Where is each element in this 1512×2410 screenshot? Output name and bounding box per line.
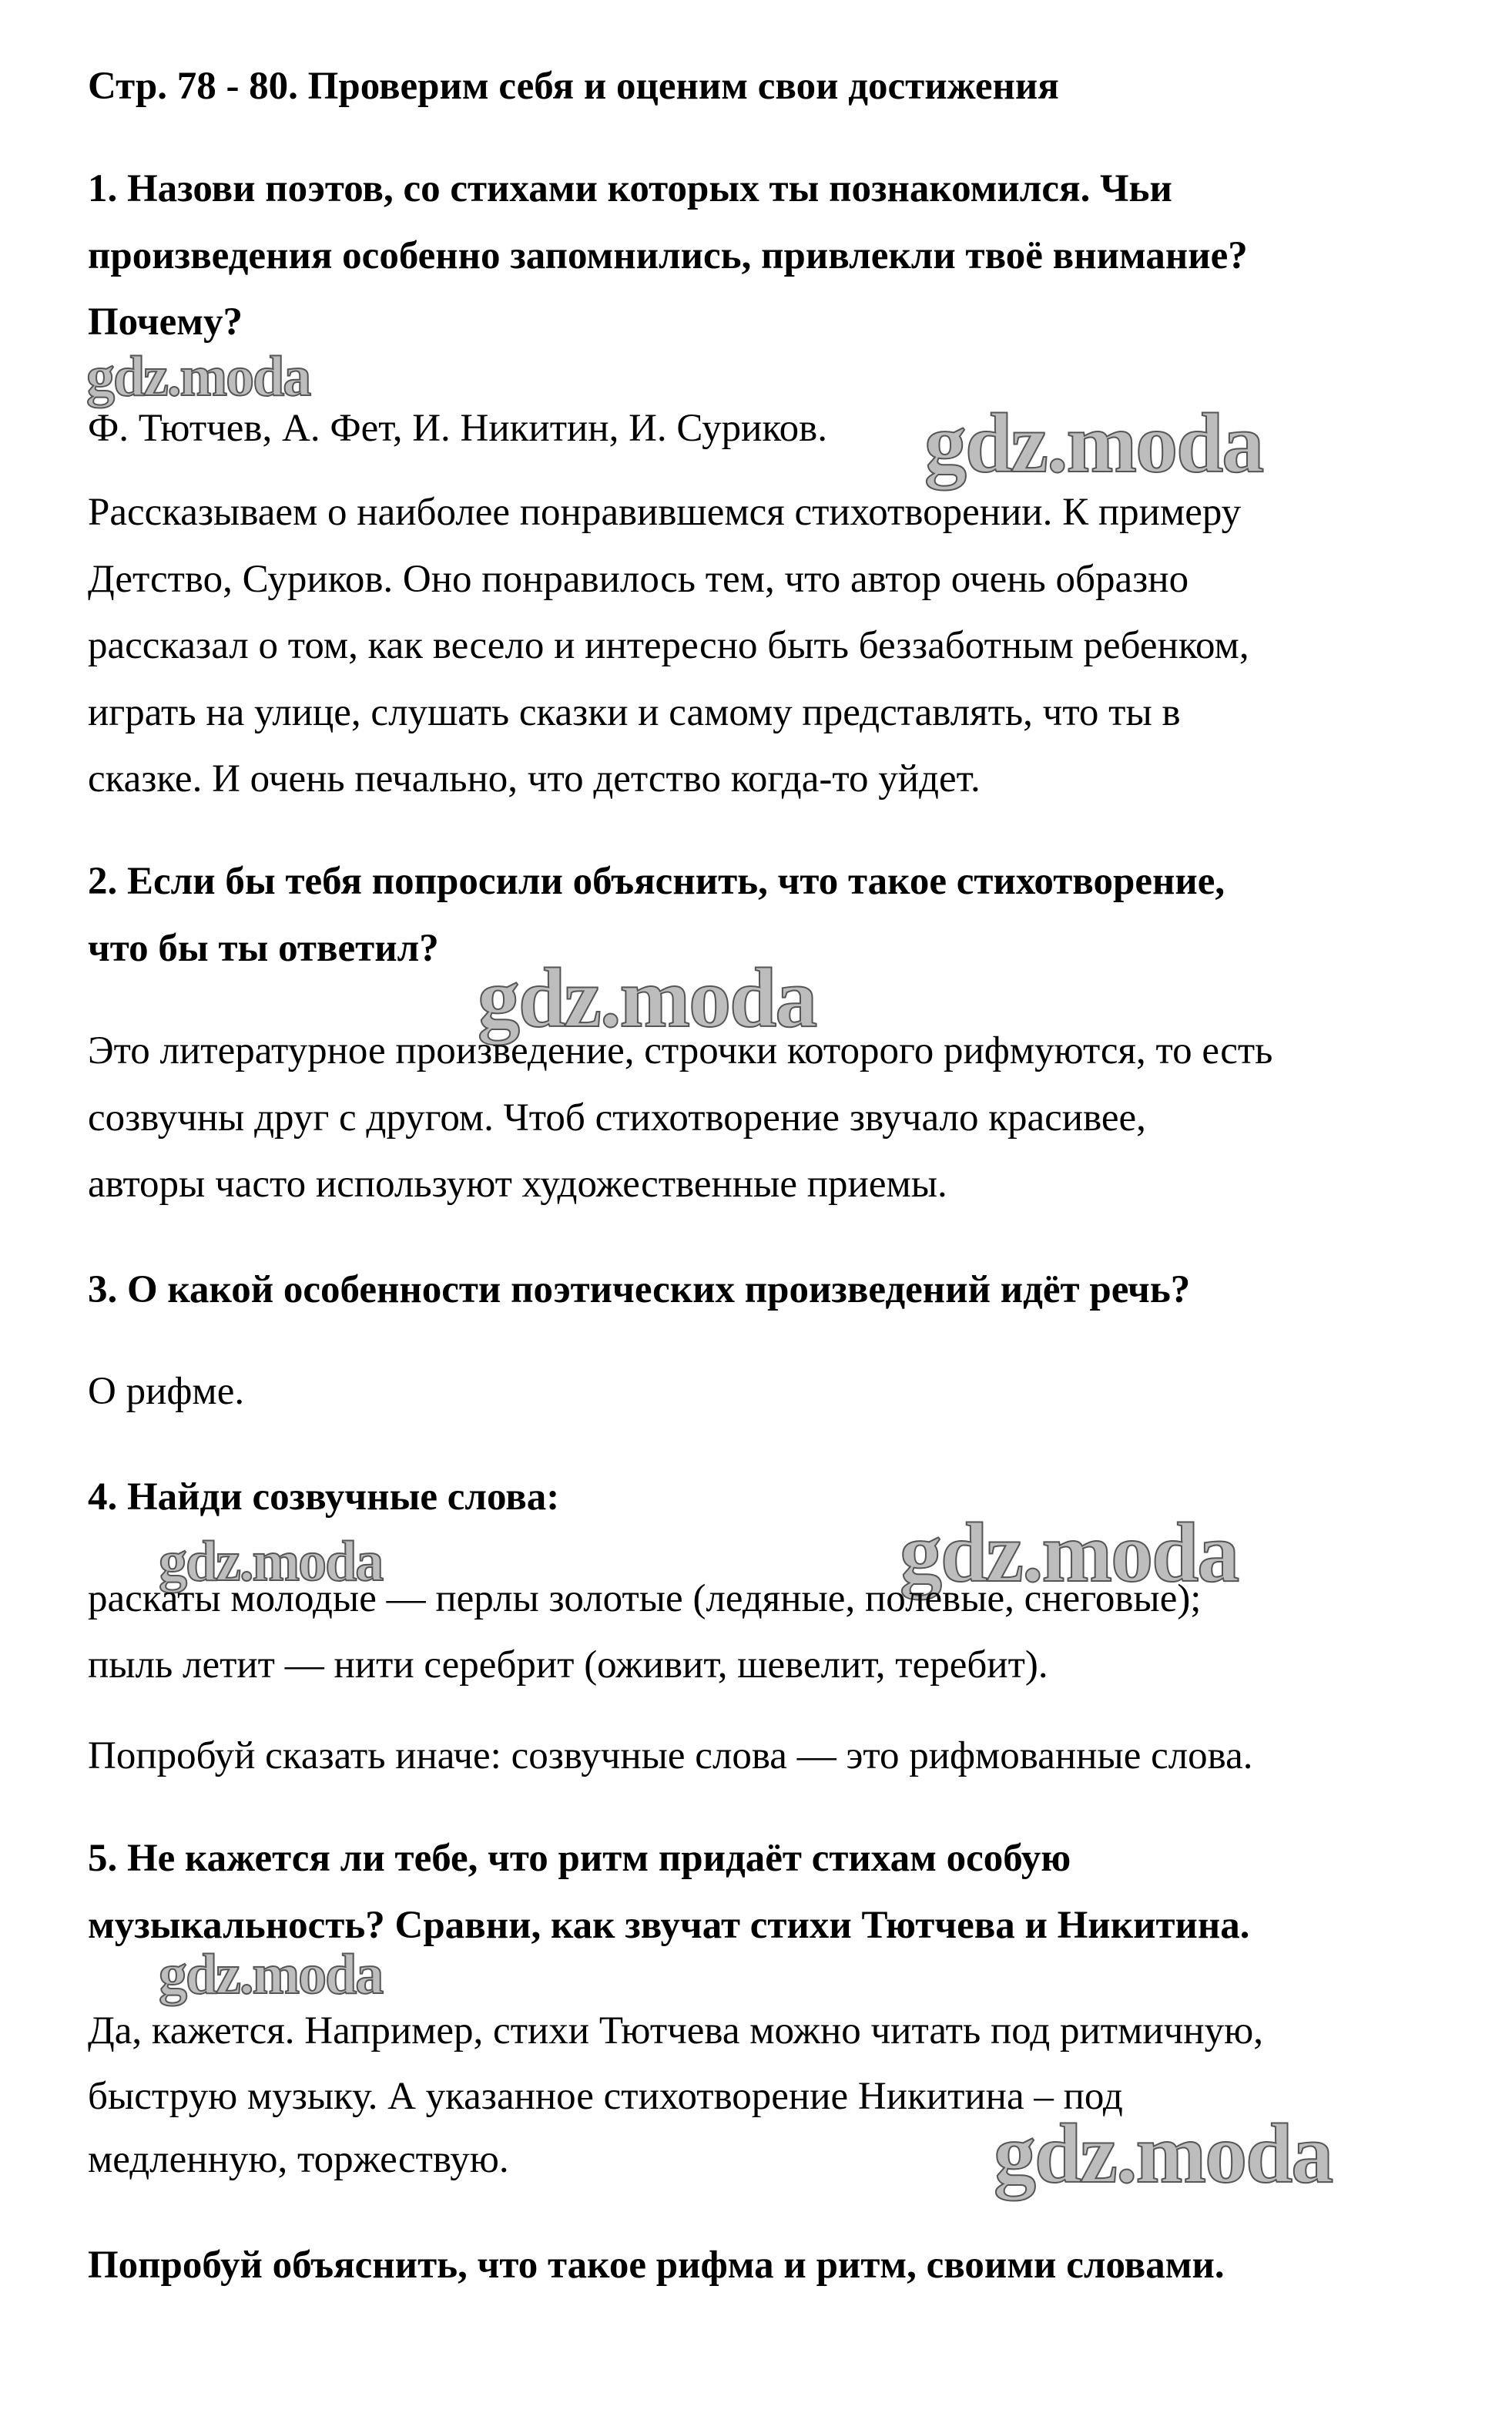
answer-1-line: рассказал о том, как весело и интересно быть беззаботным ребенком, bbox=[88, 624, 1249, 667]
question-1-line: 1. Назови поэтов, со стихами которых ты познакомился. Чьи bbox=[88, 167, 1172, 210]
answer-5-line: медленную, торжествую. bbox=[88, 2138, 509, 2181]
question-4: 4. Найди созвучные слова: bbox=[88, 1475, 560, 1519]
answer-3: О рифме. bbox=[88, 1370, 245, 1413]
question-1-line: Почему? bbox=[88, 300, 243, 344]
watermark-logo: gdz.moda bbox=[86, 345, 310, 408]
question-2-line: что бы ты ответил? bbox=[88, 927, 439, 970]
answer-2-line: Это литературное произведение, строчки которого рифмуются, то есть bbox=[88, 1029, 1273, 1072]
watermark-logo: gdz.moda bbox=[924, 396, 1263, 490]
answer-1-poets: Ф. Тютчев, А. Фет, И. Никитин, И. Суриков. bbox=[88, 407, 827, 450]
answer-4-note: Попробуй сказать иначе: созвучные слова — это рифмованные слова. bbox=[88, 1734, 1253, 1777]
watermark-logo: gdz.moda bbox=[159, 1943, 383, 2006]
answer-5-line: быструю музыку. А указанное стихотворение Никитина – под bbox=[88, 2075, 1123, 2118]
answer-2-line: авторы часто используют художественные приемы. bbox=[88, 1163, 947, 1206]
answer-1-line: Рассказываем о наиболее понравившемся стихотворении. К примеру bbox=[88, 491, 1242, 534]
answer-5-line: Да, кажется. Например, стихи Тютчева можно читать под ритмичную, bbox=[88, 2009, 1263, 2053]
watermark-logo: gdz.moda bbox=[900, 1505, 1239, 1599]
question-3: 3. О какой особенности поэтических произведений идёт речь? bbox=[88, 1268, 1191, 1311]
answer-1-line: Детство, Суриков. Оно понравилось тем, что автор очень образно bbox=[88, 558, 1189, 601]
answer-1-line: сказке. И очень печально, что детство когда-то уйдет. bbox=[88, 757, 981, 801]
page-title: Стр. 78 - 80. Проверим себя и оценим свои достижения bbox=[88, 65, 1059, 108]
answer-2-line: созвучны друг с другом. Чтоб стихотворение звучало красивее, bbox=[88, 1096, 1146, 1140]
final-task: Попробуй объяснить, что такое рифма и ритм, своими словами. bbox=[88, 2244, 1225, 2287]
answer-4-line: пыль летит — нити серебрит (оживит, шевелит, теребит). bbox=[88, 1643, 1048, 1687]
answer-1-line: играть на улице, слушать сказки и самому представлять, что ты в bbox=[88, 691, 1181, 734]
question-5-line: музыкальность? Сравни, как звучат стихи Тютчева и Никитина. bbox=[88, 1904, 1250, 1947]
question-2-line: 2. Если бы тебя попросили объяснить, что такое стихотворение, bbox=[88, 860, 1225, 903]
watermark-logo: gdz.moda bbox=[478, 951, 816, 1045]
answer-4-line: раскаты молодые — перлы золотые (ледяные, полевые, снеговые); bbox=[88, 1577, 1202, 1620]
question-1-line: произведения особенно запомнились, привлекли твоё внимание? bbox=[88, 234, 1248, 277]
watermark-logo: gdz.moda bbox=[159, 1530, 383, 1593]
question-5-line: 5. Не кажется ли тебе, что ритм придаёт стихам особую bbox=[88, 1837, 1071, 1880]
watermark-logo: gdz.moda bbox=[994, 2106, 1333, 2200]
